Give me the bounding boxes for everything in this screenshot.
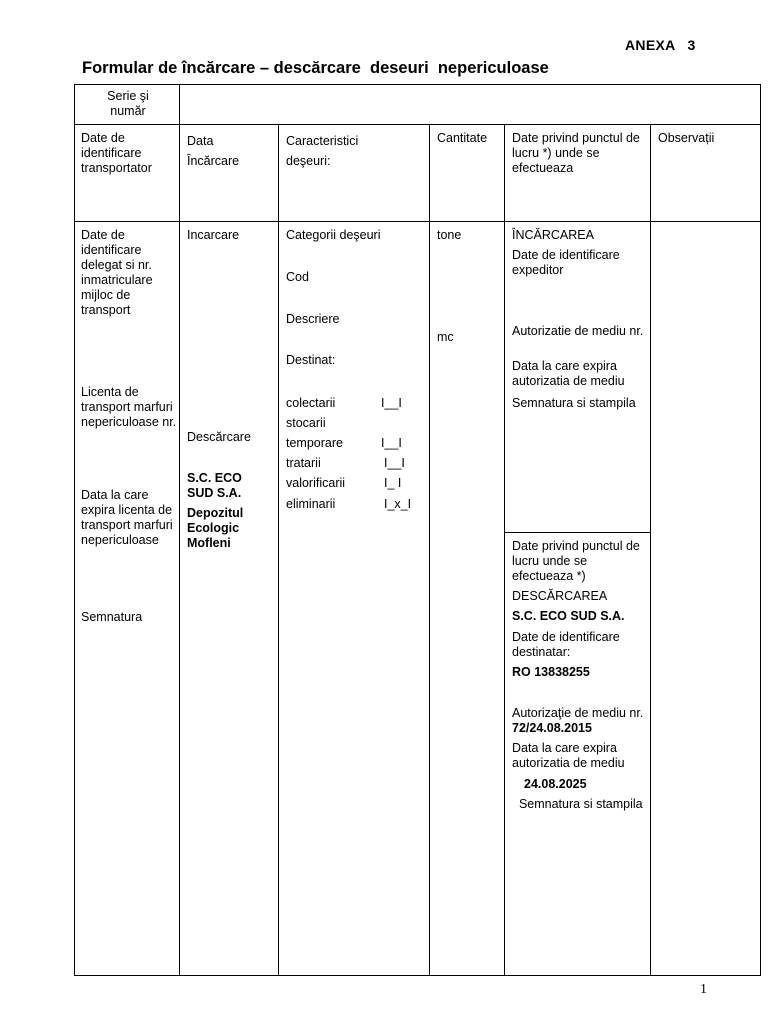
col5-autorizatie	[512, 706, 646, 736]
unit-mc: mc	[437, 330, 454, 344]
document-title: Formular de încărcare – descărcare deseuri nepericuloase	[82, 59, 549, 77]
col1-delegat: Date de identificare delegat si nr. inmatriculare mijloc de transport	[81, 228, 153, 317]
col1-expira-licenta: Data la care expira licenta de transport marfuri nepericuloase	[81, 488, 173, 547]
col3-descriere: Descriere	[286, 312, 340, 326]
header-caracteristici-label: Caracteristici	[286, 134, 359, 148]
table-rule-header	[74, 221, 761, 222]
header-observatii: Observații	[658, 131, 715, 145]
col5-incarcarea: ÎNCĂRCAREA	[512, 228, 594, 242]
col5-autorizatie: Autorizatie de mediu nr.	[512, 324, 644, 338]
option-colectarii	[286, 396, 335, 411]
table-border-left	[74, 84, 75, 976]
col5-expira: Data la care expira autorizatia de mediu	[512, 741, 625, 770]
col5-autorizatie-value: 72/24.08.2015	[512, 721, 592, 735]
option-label: tratarii	[286, 456, 321, 470]
header-incarcare-label: Încărcare	[187, 154, 240, 168]
option-label: stocarii	[286, 416, 326, 430]
col1-semnatura: Semnatura	[81, 610, 143, 624]
col5-descarcarea: DESCĂRCAREA	[512, 589, 608, 603]
header-deseuri-label: deşeuri:	[286, 154, 331, 168]
option-tratarii	[286, 456, 321, 471]
table-rule-col5-split	[504, 532, 651, 533]
col2-descarcare: Descărcare	[187, 430, 251, 444]
option-temporare	[286, 436, 343, 451]
option-eliminarii	[286, 497, 335, 512]
table-border-right	[760, 84, 761, 976]
annex-label: ANEXA 3	[625, 37, 696, 53]
header-transportator: Date de identificare transportator	[81, 131, 152, 175]
table-border-top	[74, 84, 761, 85]
col2-company: S.C. ECO SUD S.A.	[187, 471, 242, 500]
table-rule-col1	[179, 84, 180, 976]
header-cantitate: Cantitate	[437, 131, 488, 145]
header-punct-lucru: Date privind punctul de lucru *) unde se efectueaza	[512, 131, 640, 175]
option-temporare-box: I__I	[381, 436, 402, 450]
col5-semnatura: Semnatura si stampila	[512, 797, 643, 811]
serie-numar-label: Serie şi număr	[107, 89, 149, 118]
table-border-bottom	[74, 975, 761, 976]
col5-ro-code: RO 13838255	[512, 665, 590, 679]
option-label: colectarii	[286, 396, 336, 410]
option-label: temporare	[286, 436, 343, 450]
col3-destinat: Destinat:	[286, 353, 336, 367]
col5-destinatar: Date de identificare destinatar:	[512, 630, 620, 659]
table-rule-col3	[429, 124, 430, 976]
option-valorificarii-box: I_ I	[384, 476, 402, 490]
table-rule-col4	[504, 124, 505, 976]
page-number: 1	[700, 982, 707, 997]
col2-depozit: Depozitul Ecologic Mofleni	[187, 506, 244, 550]
option-colectarii-box: I__I	[381, 396, 402, 410]
col5-semnatura: Semnatura si stampila	[512, 396, 636, 410]
option-stocarii	[286, 416, 326, 431]
col5-expeditor: Date de identificare expeditor	[512, 248, 620, 277]
col3-cod: Cod	[286, 270, 309, 284]
header-data-label: Data	[187, 134, 214, 148]
table-rule-serie	[74, 124, 761, 125]
col3-categorii: Categorii deşeuri	[286, 228, 381, 242]
table-rule-col5	[650, 124, 651, 976]
col5-autorizatie-label: Autorizaţie de mediu nr.	[512, 706, 644, 720]
col5-company: S.C. ECO SUD S.A.	[512, 609, 625, 623]
col2-incarcare: Incarcare	[187, 228, 240, 242]
option-label: valorificarii	[286, 476, 346, 490]
option-label: eliminarii	[286, 497, 336, 511]
table-rule-col2	[278, 124, 279, 976]
option-eliminarii-box: I_x_I	[384, 497, 412, 511]
col5-expira-date: 24.08.2025	[524, 777, 587, 791]
unit-tone: tone	[437, 228, 462, 242]
col1-licenta: Licenta de transport marfuri nepericuloase nr.	[81, 385, 177, 429]
option-tratarii-box: I__I	[384, 456, 405, 470]
col5-expira: Data la care expira autorizatia de mediu	[512, 359, 625, 388]
header-data-incarcare	[187, 131, 275, 171]
col5-punct: Date privind punctul de lucru unde se efectueaza *)	[512, 539, 640, 583]
header-caracteristici	[286, 131, 426, 171]
option-valorificarii	[286, 476, 345, 491]
